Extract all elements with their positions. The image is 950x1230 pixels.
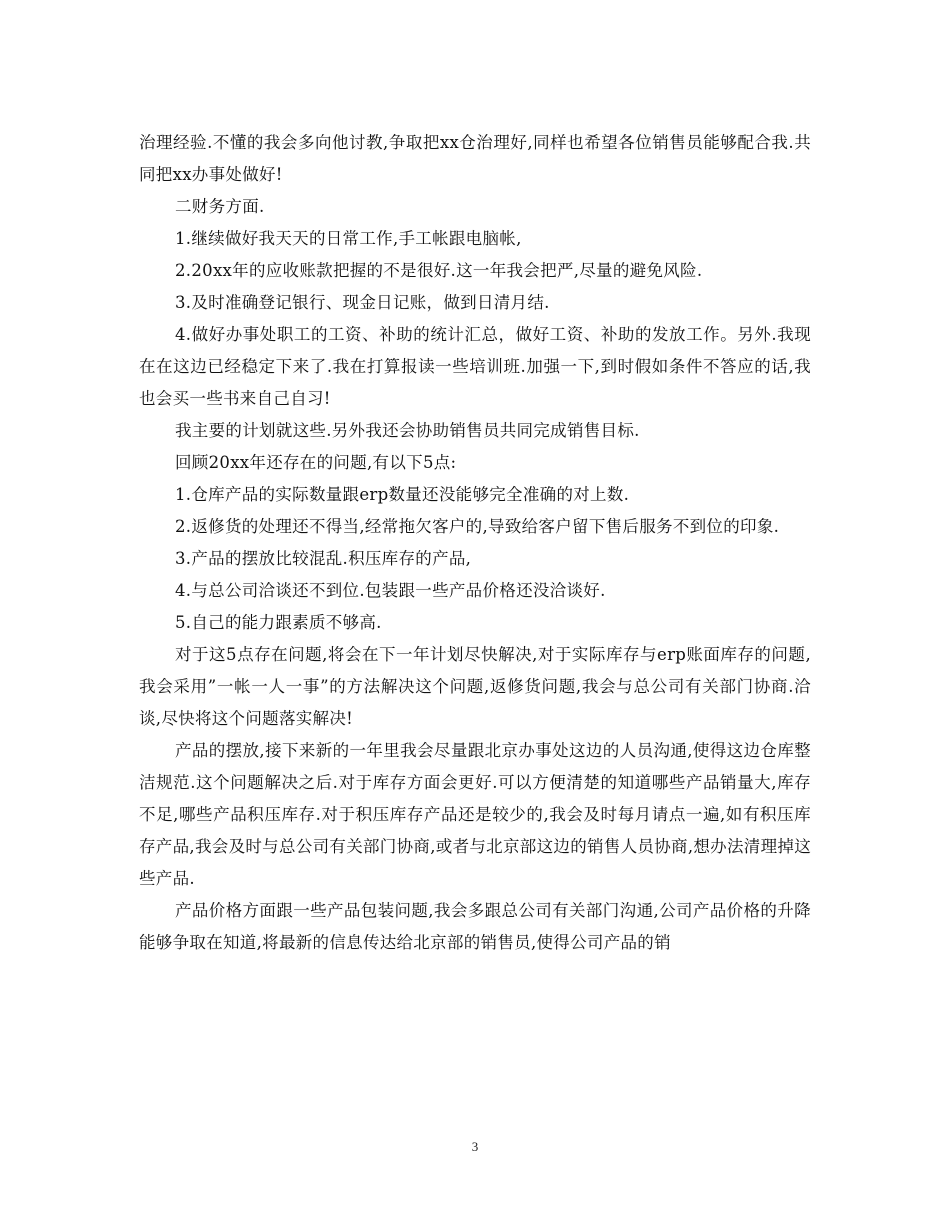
paragraph-15: 产品的摆放,接下来新的一年里我会尽量跟北京办事处这边的人员沟通,使得这边仓库整洁规范.这个问题解决之后.对于库存方面会更好.可以方便清楚的知道哪些产品销量大,库存不足,哪些产品积压库存.对于积压库存产品还是较少的,我会及时每月请点一遍,如有积压库存产品,我会及时与总公司有关部门协商,或者与北京部这边的销售人员协商,想办法清理掉这些产品. xyxy=(139,741,811,888)
paragraph-6: 4.做好办事处职工的工资、补助的统计汇总，做好工资、补助的发放工作。另外.我现在在这边已经稳定下来了.我在打算报读一些培训班.加强一下,到时假如条件不答应的话,我也会买一些书来自己自习! xyxy=(139,325,811,408)
paragraph-14: 对于这5点存在问题,将会在下一年计划尽快解决,对于实际库存与erp账面库存的问题,我会采用”一帐一人一事”的方法解决这个问题,返修货问题,我会与总公司有关部门协商.洽谈,尽快将这个问题落实解决! xyxy=(139,645,811,728)
paragraph-9: 1.仓库产品的实际数量跟erp数量还没能够完全准确的对上数. xyxy=(175,485,630,504)
paragraph-1: 治理经验.不懂的我会多向他讨教,争取把xx仓治理好,同样也希望各位销售员能够配合我.共同把xx办事处做好! xyxy=(139,133,811,184)
paragraph-4: 2.20xx年的应收账款把握的不是很好.这一年我会把严,尽量的避免风险. xyxy=(175,261,703,280)
document-body xyxy=(139,127,811,959)
page-number: 3 xyxy=(471,1139,479,1154)
paragraph-10: 2.返修货的处理还不得当,经常拖欠客户的,导致给客户留下售后服务不到位的印象. xyxy=(175,517,780,536)
paragraph-3: 1.继续做好我天天的日常工作,手工帐跟电脑帐, xyxy=(175,229,522,248)
paragraph-2: 二财务方面. xyxy=(175,197,265,216)
paragraph-16: 产品价格方面跟一些产品包装问题,我会多跟总公司有关部门沟通,公司产品价格的升降能够争取在知道,将最新的信息传达给北京部的销售员,使得公司产品的销 xyxy=(139,901,811,952)
paragraph-13: 5.自己的能力跟素质不够高. xyxy=(175,613,382,632)
paragraph-8: 回顾20xx年还存在的问题,有以下5点: xyxy=(175,453,457,472)
paragraph-11: 3.产品的摆放比较混乱.积压库存的产品, xyxy=(175,549,472,568)
paragraph-7: 我主要的计划就这些.另外我还会协助销售员共同完成销售目标. xyxy=(175,421,640,440)
paragraph-12: 4.与总公司洽谈还不到位.包装跟一些产品价格还没洽谈好. xyxy=(175,581,606,600)
paragraph-5: 3.及时准确登记银行、现金日记账，做到日清月结. xyxy=(175,293,550,312)
